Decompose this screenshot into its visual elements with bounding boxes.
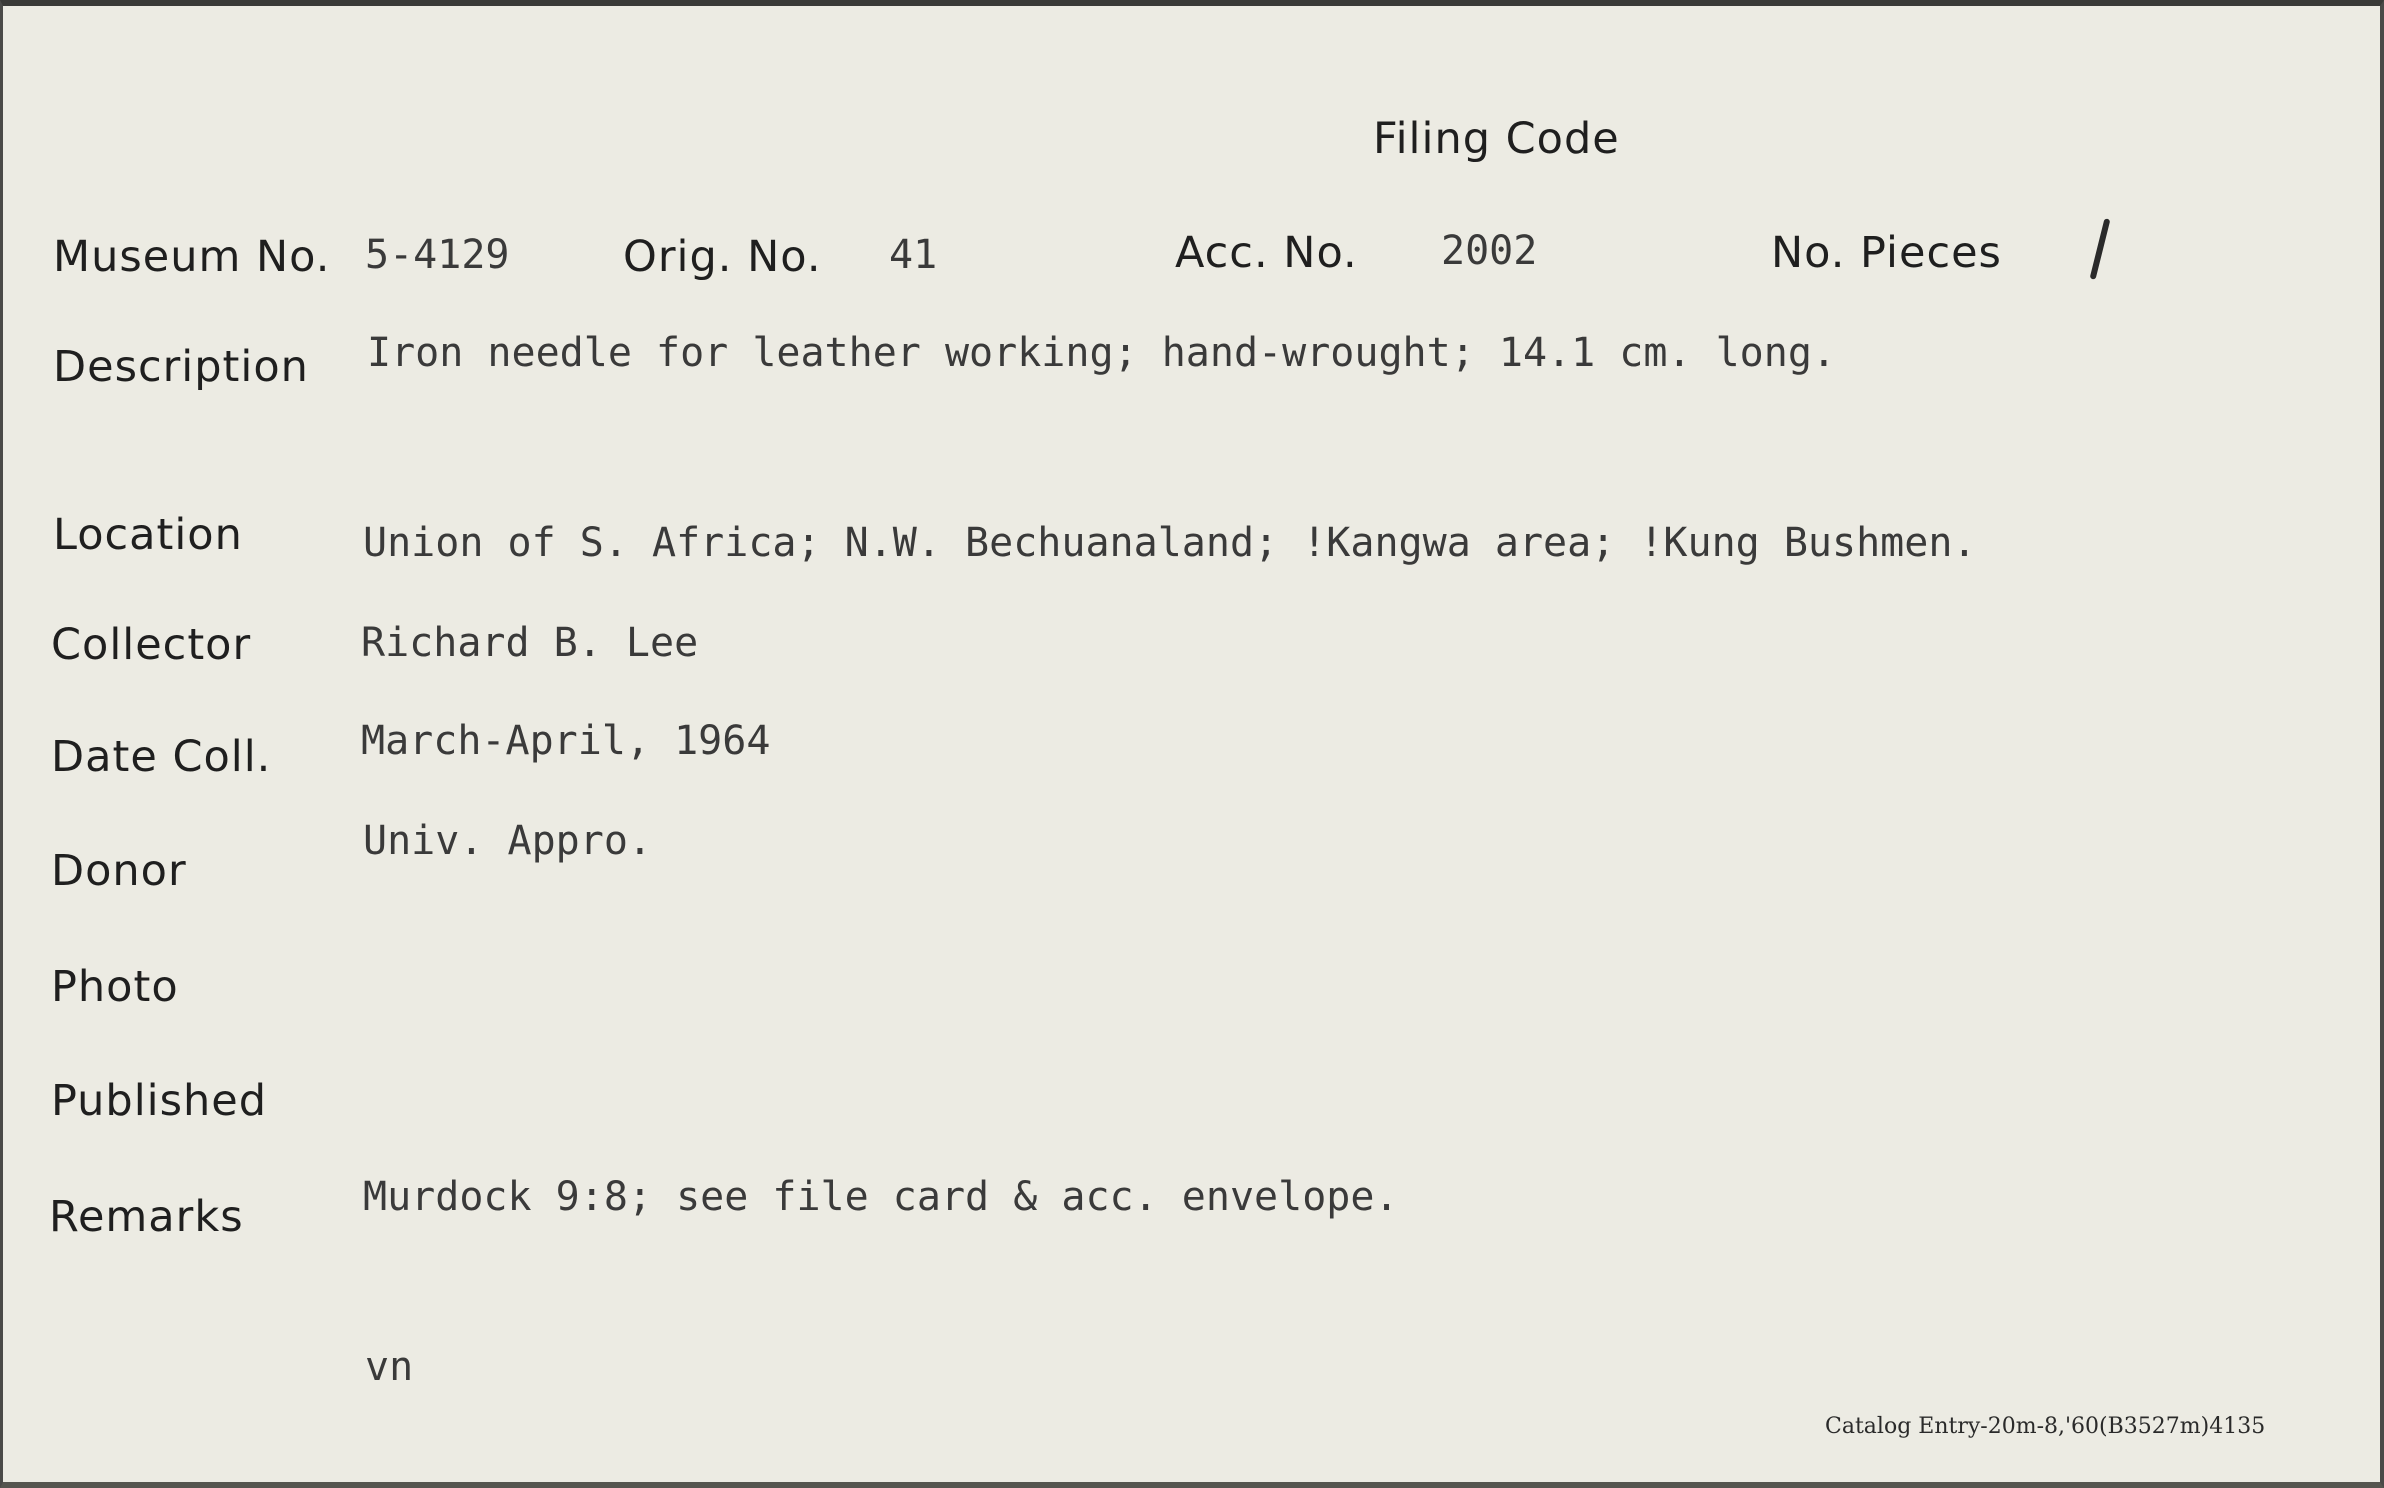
acc-no-label: Acc. No.	[1175, 228, 1358, 278]
acc-no-value: 2002	[1441, 228, 1538, 274]
orig-no-value: 41	[889, 232, 938, 278]
catalog-entry-footer: Catalog Entry-20m-8,'60(B3527m)4135	[1825, 1414, 2266, 1439]
remarks-value: Murdock 9:8; see file card & acc. envelope.	[363, 1174, 1399, 1220]
donor-value: Univ. Appro.	[363, 818, 652, 864]
museum-no-value: 5-4129	[365, 232, 510, 278]
donor-label: Donor	[51, 846, 187, 896]
location-label: Location	[53, 510, 243, 560]
date-coll-label: Date Coll.	[51, 732, 272, 782]
date-coll-value: March-April, 1964	[361, 718, 771, 764]
published-label: Published	[51, 1076, 268, 1126]
museum-no-label: Museum No.	[53, 232, 331, 282]
description-label: Description	[53, 342, 309, 392]
location-value: Union of S. Africa; N.W. Bechuanaland; !Kangwa area; !Kung Bushmen.	[363, 520, 1977, 566]
collector-value: Richard B. Lee	[361, 620, 699, 666]
no-pieces-label: No. Pieces	[1771, 228, 2002, 278]
collector-label: Collector	[51, 620, 252, 670]
no-pieces-value	[2090, 218, 2111, 280]
initials-value: vn	[365, 1344, 414, 1390]
photo-label: Photo	[51, 962, 179, 1012]
orig-no-label: Orig. No.	[623, 232, 822, 282]
remarks-label: Remarks	[49, 1192, 244, 1242]
filing-code-label: Filing Code	[1373, 114, 1620, 164]
description-value: Iron needle for leather working; hand-wrought; 14.1 cm. long.	[367, 330, 1837, 376]
